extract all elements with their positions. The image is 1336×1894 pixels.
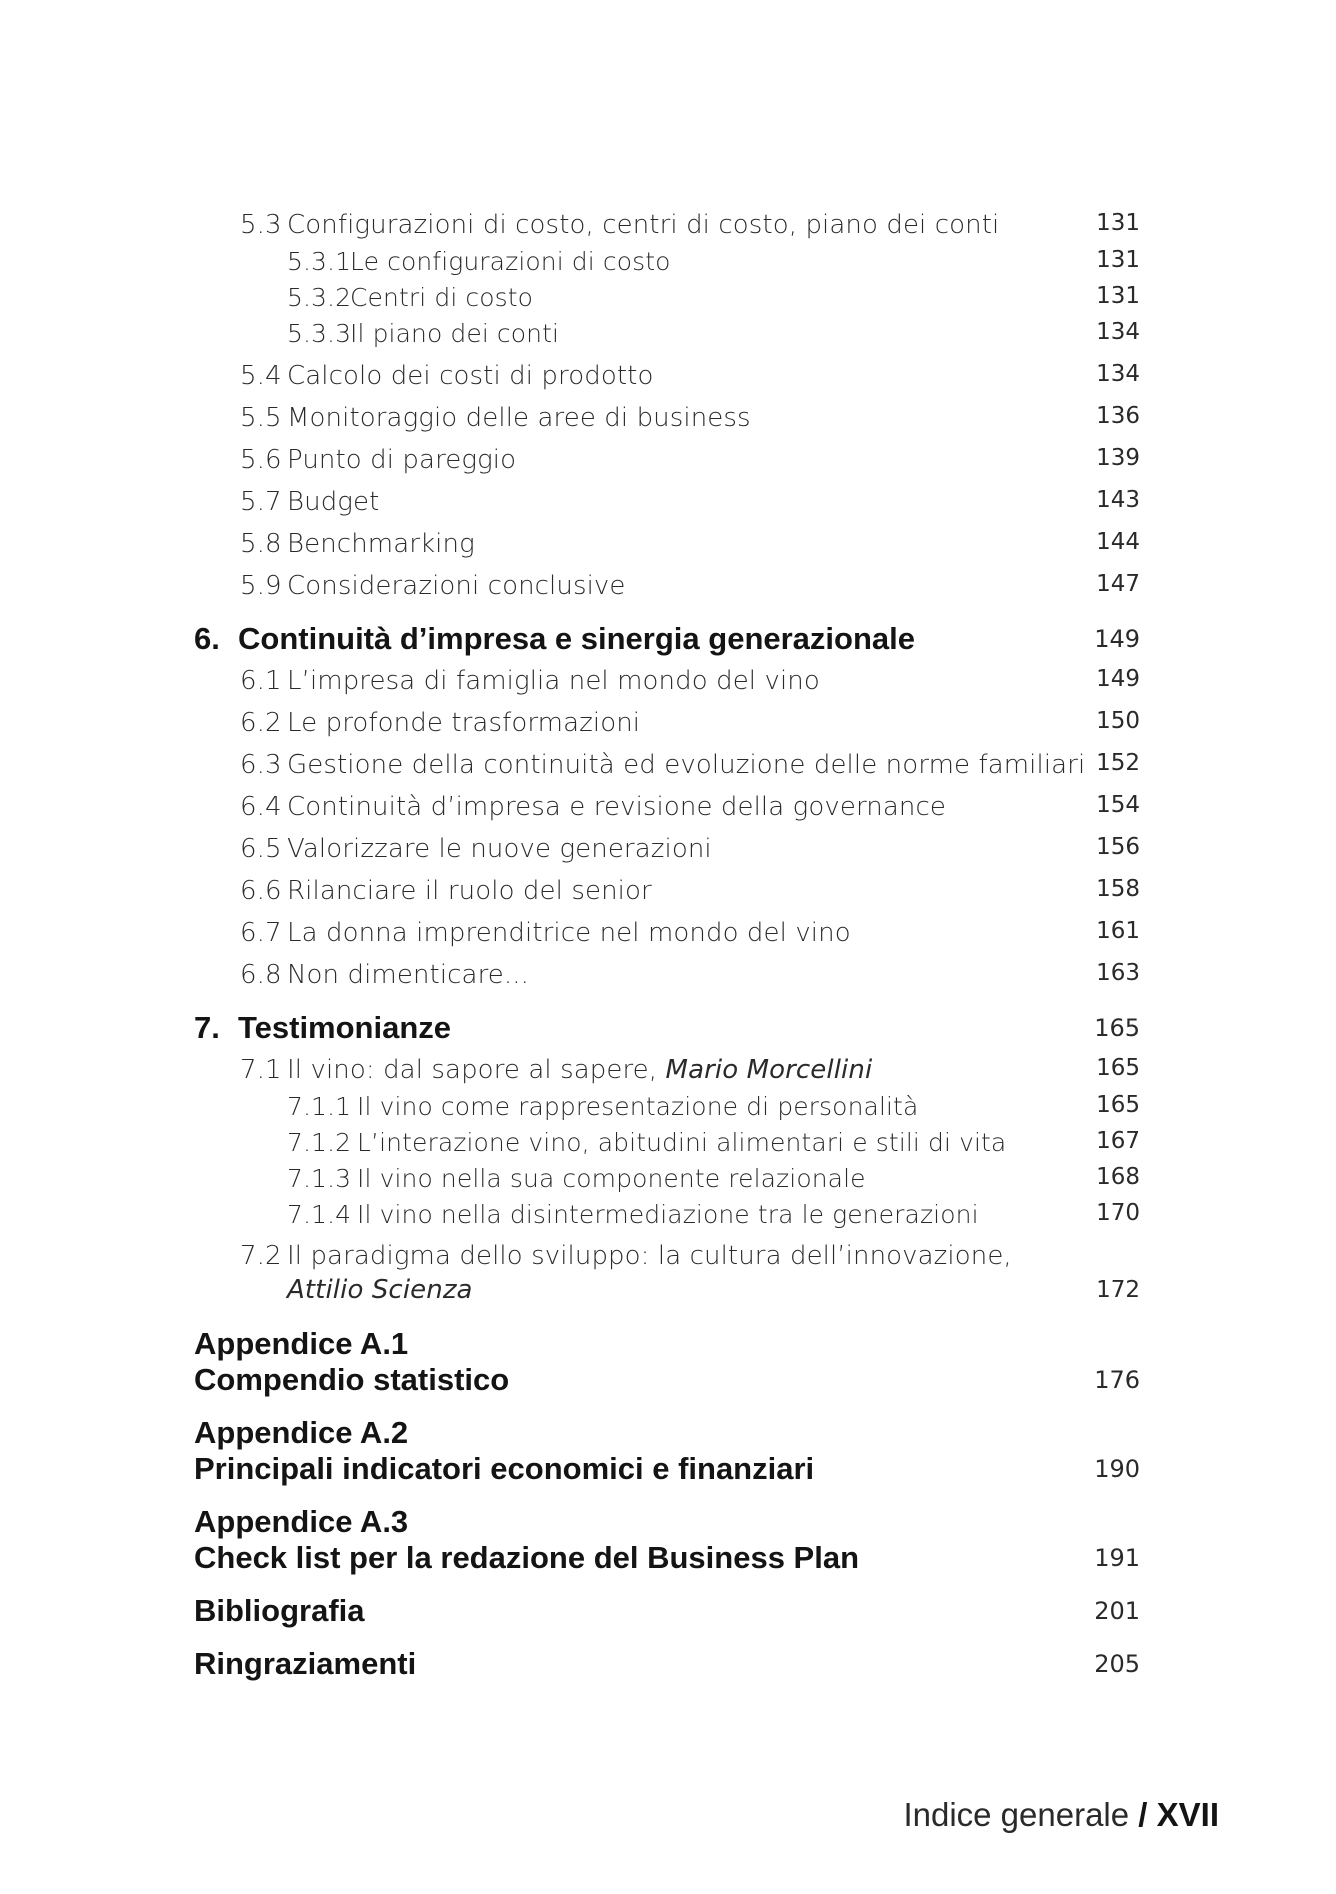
toc-entry-number: 5.4 [240, 361, 282, 391]
toc-entry-author: Attilio Scienza [287, 1275, 473, 1305]
toc-entry-page: 134 [1096, 361, 1140, 387]
toc-entry-title [287, 1057, 872, 1083]
toc-entry [0, 531, 1336, 571]
toc-entry-title: Il piano dei conti [350, 319, 560, 348]
toc-entry-number: 5.9 [240, 571, 282, 601]
toc-entry-number: 7.1.3 [287, 1164, 352, 1193]
toc-entry-title: Budget [287, 487, 380, 517]
toc-entry-number: 7.2 [240, 1241, 282, 1271]
toc-entry-page: 149 [1094, 625, 1140, 653]
toc-entry-page: 205 [1094, 1650, 1140, 1678]
toc-entry-title: Le profonde trasformazioni [287, 708, 641, 738]
toc-entry-page: 170 [1096, 1200, 1140, 1226]
toc-entry-number: 6.1 [240, 666, 282, 696]
toc-entry-title: Benchmarking [287, 529, 475, 559]
toc-entry [0, 794, 1336, 834]
toc-entry-page: 150 [1096, 708, 1140, 734]
toc-entry [0, 710, 1336, 750]
toc-entry-title: Configurazioni di costo, centri di costo, piano dei conti [287, 210, 1000, 240]
toc-chapter [0, 623, 1336, 663]
toc-entry-page: 167 [1096, 1128, 1140, 1154]
toc-appendix [0, 1595, 1336, 1635]
toc-entry-number: 7.1.2 [287, 1128, 352, 1157]
toc-appendix-title: Ringraziamenti [194, 1646, 417, 1681]
toc-entry [0, 920, 1336, 960]
toc-appendix [0, 1364, 1336, 1404]
toc-entry-title: Rilanciare il ruolo del senior [287, 876, 652, 906]
toc-entry-page: 176 [1094, 1366, 1140, 1394]
toc-entry [0, 752, 1336, 792]
toc-entry [0, 1202, 1336, 1242]
toc-entry [0, 1057, 1336, 1097]
toc-entry [0, 878, 1336, 918]
toc-entry-page: 191 [1094, 1544, 1140, 1572]
toc-entry-title: L’impresa di famiglia nel mondo del vino [287, 666, 820, 696]
toc-entry-number: 5.8 [240, 529, 282, 559]
toc-appendix-title: Appendice A.2 [194, 1415, 409, 1450]
toc-entry [0, 212, 1336, 252]
toc-appendix-title: Compendio statistico [194, 1362, 510, 1397]
toc-entry-page: 147 [1096, 571, 1140, 597]
toc-entry-page: 190 [1094, 1455, 1140, 1483]
toc-entry-page: 149 [1096, 666, 1140, 692]
toc-entry-title: Gestione della continuità ed evoluzione delle norme familiari [287, 750, 1086, 780]
toc-entry-number: 6.5 [240, 834, 282, 864]
toc-entry-page: 156 [1096, 834, 1140, 860]
toc-entry-number: 5.3.2 [287, 283, 352, 312]
toc-entry-number: 6.8 [240, 960, 282, 990]
footer-page-number: XVII [1156, 1796, 1219, 1833]
page-footer [903, 1796, 1219, 1834]
toc-entry [0, 668, 1336, 708]
toc-entry-number: 5.3.1 [287, 247, 352, 276]
toc-entry-title: Il vino come rappresentazione di personalità [357, 1092, 919, 1121]
toc-appendix-title: Appendice A.1 [194, 1326, 409, 1361]
toc-entry-page: 161 [1096, 918, 1140, 944]
toc-entry-page: 136 [1096, 403, 1140, 429]
toc-entry [0, 405, 1336, 445]
toc-entry-page: 165 [1096, 1092, 1140, 1118]
toc-entry-author: Mario Morcellini [665, 1055, 873, 1085]
toc-entry-number: 5.6 [240, 445, 282, 475]
toc-entry-title: Calcolo dei costi di prodotto [287, 361, 654, 391]
toc-entry-number: 6.3 [240, 750, 282, 780]
toc-entry-page: 131 [1096, 210, 1140, 236]
toc-entry-title-text: Il vino: dal sapore al sapere, [287, 1055, 658, 1085]
toc-entry [0, 489, 1336, 529]
toc-entry-title: Il vino nella sua componente relazionale [357, 1164, 866, 1193]
toc-chapter-number: 7. [194, 1010, 220, 1045]
toc-entry-number: 7.1.4 [287, 1200, 352, 1229]
toc-entry [0, 1243, 1336, 1323]
toc-entry-page: 158 [1096, 876, 1140, 902]
toc-entry [0, 573, 1336, 613]
footer-label: Indice generale [903, 1796, 1130, 1833]
toc-entry-title: Il vino nella disintermediazione tra le generazioni [357, 1200, 979, 1229]
toc-entry-number: 5.3.3 [287, 319, 352, 348]
toc-chapter [0, 1012, 1336, 1052]
toc-entry-title: Non dimenticare... [287, 960, 529, 990]
toc-entry-title: La donna imprenditrice nel mondo del vino [287, 918, 851, 948]
toc-appendix-title: Principali indicatori economici e finanziari [194, 1451, 815, 1486]
toc-entry-title: Punto di pareggio [287, 445, 517, 475]
toc-entry-title: Le configurazioni di costo [350, 247, 671, 276]
toc-entry-number: 5.5 [240, 403, 282, 433]
toc-chapter-number: 6. [194, 621, 220, 656]
toc-appendix-title: Check list per la redazione del Business Plan [194, 1540, 860, 1575]
toc-entry-page: 131 [1096, 283, 1140, 309]
toc-entry-page: 134 [1096, 319, 1140, 345]
toc-entry-number: 5.3 [240, 210, 282, 240]
toc-appendix-title: Bibliografia [194, 1593, 365, 1628]
toc-entry-page: 168 [1096, 1164, 1140, 1190]
toc-appendix [0, 1542, 1336, 1582]
toc-entry-page: 165 [1094, 1014, 1140, 1042]
toc-entry-title: Considerazioni conclusive [287, 571, 626, 601]
toc-entry-page: 152 [1096, 750, 1140, 776]
toc-appendix [0, 1648, 1336, 1688]
toc-appendix [0, 1453, 1336, 1493]
toc-entry-title: L’interazione vino, abitudini alimentari e stili di vita [357, 1128, 1007, 1157]
toc-entry-title: Valorizzare le nuove generazioni [287, 834, 712, 864]
toc-entry-number: 6.6 [240, 876, 282, 906]
toc-entry [0, 836, 1336, 876]
toc-entry-page: 139 [1096, 445, 1140, 471]
toc-entry [0, 363, 1336, 403]
toc-entry-number: 7.1 [240, 1055, 282, 1085]
toc-entry-page: 143 [1096, 487, 1140, 513]
toc-entry-page: 154 [1096, 792, 1140, 818]
toc-entry-page: 165 [1096, 1055, 1140, 1081]
toc-entry [0, 447, 1336, 487]
toc-entry-title: Il paradigma dello sviluppo: la cultura dell’innovazione, [287, 1241, 1012, 1271]
footer-separator: / [1138, 1796, 1148, 1833]
toc-chapter-title: Continuità d’impresa e sinergia generazionale [238, 621, 916, 656]
toc-entry-page: 131 [1096, 247, 1140, 273]
toc-entry-page: 172 [1096, 1277, 1140, 1303]
toc-entry-number: 5.7 [240, 487, 282, 517]
toc-entry-number: 6.7 [240, 918, 282, 948]
toc-entry-page: 163 [1096, 960, 1140, 986]
toc-entry [0, 962, 1336, 1002]
toc-entry-title: Continuità d’impresa e revisione della governance [287, 792, 946, 822]
toc-entry [0, 321, 1336, 361]
toc-entry-page: 201 [1094, 1597, 1140, 1625]
toc-entry-number: 6.2 [240, 708, 282, 738]
toc-entry-title: Centri di costo [350, 283, 534, 312]
toc-entry-number: 6.4 [240, 792, 282, 822]
toc-appendix-title: Appendice A.3 [194, 1504, 409, 1539]
toc-entry-title: Monitoraggio delle aree di business [287, 403, 751, 433]
toc-chapter-title: Testimonianze [238, 1010, 452, 1045]
toc-entry-number: 7.1.1 [287, 1092, 352, 1121]
toc-entry-page: 144 [1096, 529, 1140, 555]
